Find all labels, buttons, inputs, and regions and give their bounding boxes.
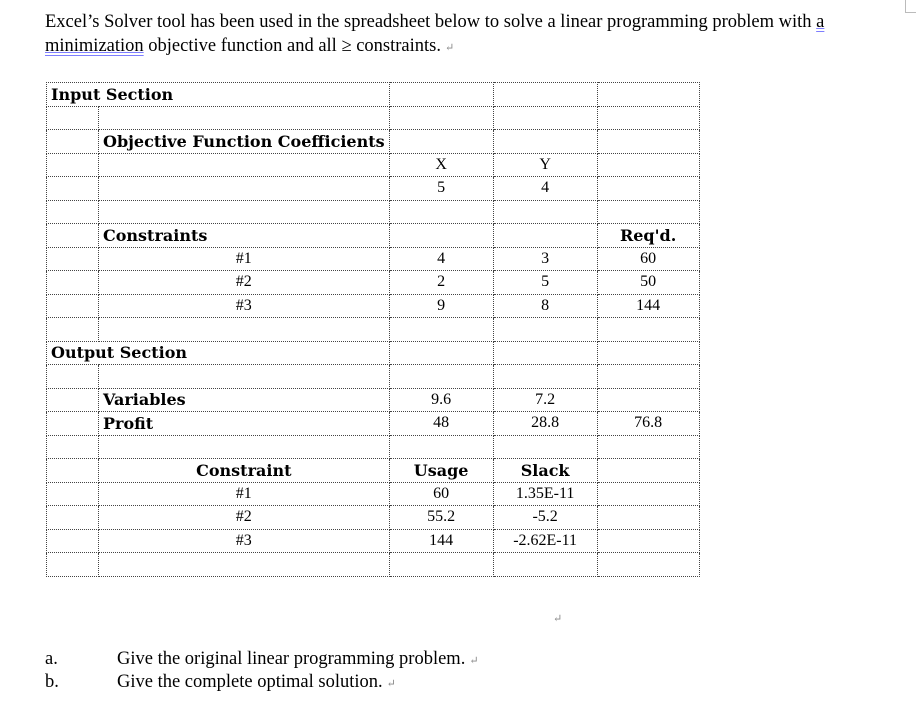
intro-underlined-minimization: minimization bbox=[45, 36, 144, 56]
slack-value: -5.2 bbox=[493, 506, 597, 530]
question-a-text: Give the original linear programming problem. ↵ bbox=[117, 649, 479, 669]
intro-text-1: Excel’s Solver tool has been used in the spreadsheet below to solve a linear programming problem with bbox=[45, 12, 817, 32]
constraint-x: 2 bbox=[389, 271, 493, 295]
table-row bbox=[47, 318, 700, 342]
table-row bbox=[47, 459, 700, 483]
usage-value: 144 bbox=[389, 529, 493, 553]
reqd-label: Req'd. bbox=[597, 224, 699, 248]
constraint-x: 4 bbox=[389, 247, 493, 271]
profit-x-value: 48 bbox=[389, 412, 493, 436]
return-mark-icon: ↵ bbox=[469, 655, 479, 667]
table-row bbox=[47, 506, 700, 530]
coef-x: 5 bbox=[389, 177, 493, 201]
profit-y-value: 28.8 bbox=[493, 412, 597, 436]
table-row bbox=[47, 177, 700, 201]
constraint-y: 8 bbox=[493, 294, 597, 318]
table-row bbox=[47, 553, 700, 577]
table-row bbox=[47, 224, 700, 248]
slack-header: Slack bbox=[493, 459, 597, 483]
question-a-letter: a. bbox=[45, 649, 58, 669]
constraint-name: #2 bbox=[99, 271, 390, 295]
profit-total-value: 76.8 bbox=[597, 412, 699, 436]
output-section-title: Output Section bbox=[47, 341, 390, 365]
output-constraint-name: #3 bbox=[99, 529, 390, 553]
return-mark-icon: ↵ bbox=[553, 613, 563, 625]
table-row bbox=[47, 341, 700, 365]
question-b-letter: b. bbox=[45, 672, 59, 692]
table-row bbox=[47, 365, 700, 389]
page-corner-mark bbox=[905, 0, 916, 13]
question-b-text: Give the complete optimal solution. ↵ bbox=[117, 672, 396, 692]
table-row bbox=[47, 200, 700, 224]
table-row bbox=[47, 412, 700, 436]
output-constraint-name: #1 bbox=[99, 482, 390, 506]
usage-header: Usage bbox=[389, 459, 493, 483]
constraint-header: Constraint bbox=[99, 459, 390, 483]
table-row bbox=[47, 388, 700, 412]
objective-coefficients-title: Objective Function Coefficients bbox=[99, 130, 390, 154]
constraint-y: 3 bbox=[493, 247, 597, 271]
constraint-reqd: 50 bbox=[597, 271, 699, 295]
slack-value: -2.62E-11 bbox=[493, 529, 597, 553]
output-constraint-name: #2 bbox=[99, 506, 390, 530]
input-section-title: Input Section bbox=[47, 83, 390, 107]
col-x-header: X bbox=[389, 153, 493, 177]
constraint-name: #3 bbox=[99, 294, 390, 318]
constraint-reqd: 60 bbox=[597, 247, 699, 271]
usage-value: 60 bbox=[389, 482, 493, 506]
constraint-y: 5 bbox=[493, 271, 597, 295]
table-row bbox=[47, 294, 700, 318]
table-row bbox=[47, 153, 700, 177]
constraint-reqd: 144 bbox=[597, 294, 699, 318]
table-row bbox=[47, 482, 700, 506]
var-y-value: 7.2 bbox=[493, 388, 597, 412]
var-x-value: 9.6 bbox=[389, 388, 493, 412]
return-mark-icon: ↵ bbox=[445, 42, 455, 54]
table-row bbox=[47, 529, 700, 553]
usage-value: 55.2 bbox=[389, 506, 493, 530]
return-mark-icon: ↵ bbox=[386, 678, 396, 690]
intro-text-2: objective function and all ≥ constraints. bbox=[143, 36, 441, 56]
profit-label: Profit bbox=[99, 412, 390, 436]
constraint-name: #1 bbox=[99, 247, 390, 271]
table-row bbox=[47, 247, 700, 271]
table-row bbox=[47, 106, 700, 130]
constraint-x: 9 bbox=[389, 294, 493, 318]
table-row bbox=[47, 130, 700, 154]
spreadsheet-table bbox=[46, 82, 700, 577]
table-row bbox=[47, 435, 700, 459]
constraints-label: Constraints bbox=[99, 224, 390, 248]
intro-paragraph bbox=[45, 10, 895, 60]
intro-underlined-a: a bbox=[816, 12, 825, 32]
variables-label: Variables bbox=[99, 388, 390, 412]
coef-y: 4 bbox=[493, 177, 597, 201]
col-y-header: Y bbox=[493, 153, 597, 177]
slack-value: 1.35E-11 bbox=[493, 482, 597, 506]
table-row bbox=[47, 271, 700, 295]
table-row bbox=[47, 83, 700, 107]
